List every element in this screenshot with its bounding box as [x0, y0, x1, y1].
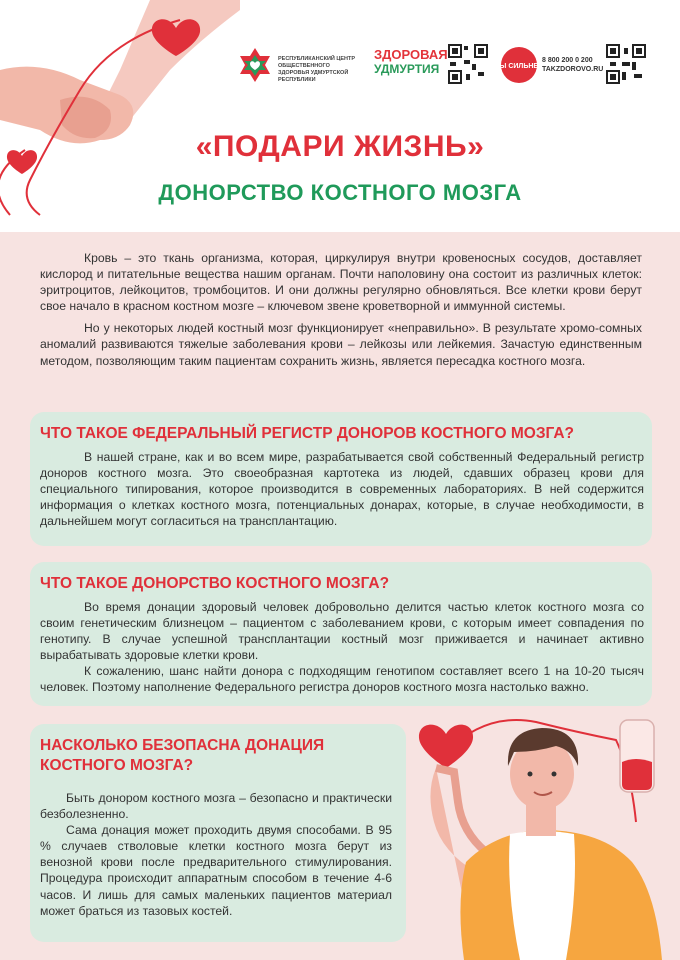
page-title: «ПОДАРИ ЖИЗНЬ» [195, 130, 485, 163]
section-donation-paragraph-1: Во время донации здоровый человек добровольно делится частью клеток костного мозга со своим генетическим близнецом – пациентом с заболеванием крови, с которым имеет совпадения по генотипу. В случае успешной трансплантации костный мозг приживается и начинает активно вырабатывать здоровые клетки крови. [40, 600, 644, 663]
contact-block [542, 56, 608, 74]
page-subtitle: ДОНОРСТВО КОСТНОГО МОЗГА [158, 180, 522, 205]
project-logo-line2: УДМУРТИЯ [374, 62, 440, 76]
section-safety [30, 724, 406, 942]
badge-icon [495, 46, 543, 84]
section-safety-heading-line2: КОСТНОГО МОЗГА? [40, 757, 194, 774]
donor-illustration [406, 712, 680, 960]
heart-icon [419, 725, 473, 768]
section-safety-paragraph-2: Сама донация может проходить двумя способами. В 95 % случаев стволовые клетки костного мозга берут из венозной крови после предварительного стимулирования. Процедура происходит аппаратным способом в течение 4-6 часов. И лишь для самых маленьких пациентов материал может браться из тазовых костей. [40, 823, 392, 918]
website: TAKZDOROVO.RU [542, 66, 604, 73]
intro-text [40, 250, 642, 375]
section-registry-paragraph: В нашей стране, как и во всем мире, разрабатывается свой собственный Федеральный регистр доноров костного мозга. Это своеобразная картотека из людей, сдавших образец крови для специального типирования, которое производится в современных лабораториях. В ней содержится информация о клетках костного мозга, потенциальных донарах, которые, в случае необходимости, в дальнейшем могут согласиться на трансплантацию. [40, 450, 644, 529]
section-donation [30, 562, 652, 706]
section-registry-text [40, 449, 644, 529]
qr-code-icon [606, 44, 646, 84]
section-registry [30, 412, 652, 546]
section-registry-heading: ЧТО ТАКОЕ ФЕДЕРАЛЬНЫЙ РЕГИСТР ДОНОРОВ КОСТНОГО МОЗГА? [40, 425, 575, 442]
phone-number: 8 800 200 0 200 [542, 57, 593, 64]
org-logo-text: РЕСПУБЛИКАНСКИЙ ЦЕНТР ОБЩЕСТВЕННОГО ЗДОРОВЬЯ УДМУРТСКОЙ РЕСПУБЛИКИ [278, 56, 356, 83]
intro-paragraph-2: Но у некоторых людей костный мозг функционирует «неправильно». В результате хромо-сомных аномалий развиваются тяжелые заболевания крови – лейкозы или лейкемия. Зачастую единственным методом, позволяющим таким пациентам сохранить жизнь, является пересадка костного мозга. [40, 321, 642, 368]
intro-paragraph-1: Кровь – это ткань организма, которая, циркулируя внутри кровеносных сосудов, доставляет кислород и питательные вещества нашим органам. Почти наполовину она состоит из различных клеток: эритроцитов, лейкоцитов, тромбоцитов. И они должны регулярно обновляться. Все клетки крови берут свое начало в красном костном мозге – ключевом звене кроветворной и иммунной системы. [40, 251, 642, 314]
section-donation-text [40, 599, 644, 696]
section-donation-paragraph-2: К сожалению, шанс найти донора с подходящим генотипом составляет всего 1 на 10-20 тысяч человек. Поэтому наполнение Федерального регистра доноров костного мозга настолько важно. [40, 664, 644, 695]
project-logo-line1: ЗДОРОВАЯ [374, 47, 448, 62]
org-logo-icon [236, 46, 274, 84]
section-donation-heading: ЧТО ТАКОЕ ДОНОРСТВО КОСТНОГО МОЗГА? [40, 575, 390, 592]
project-logo [374, 47, 448, 76]
badge-text: ТЫ СИЛЬНЕЕ [495, 63, 543, 70]
section-safety-heading-line1: НАСКОЛЬКО БЕЗОПАСНА ДОНАЦИЯ [40, 737, 325, 754]
section-safety-text [40, 790, 392, 919]
qr-code-icon [448, 44, 488, 84]
section-safety-paragraph-1: Быть донором костного мозга – безопасно и практически безболезненно. [40, 791, 392, 822]
